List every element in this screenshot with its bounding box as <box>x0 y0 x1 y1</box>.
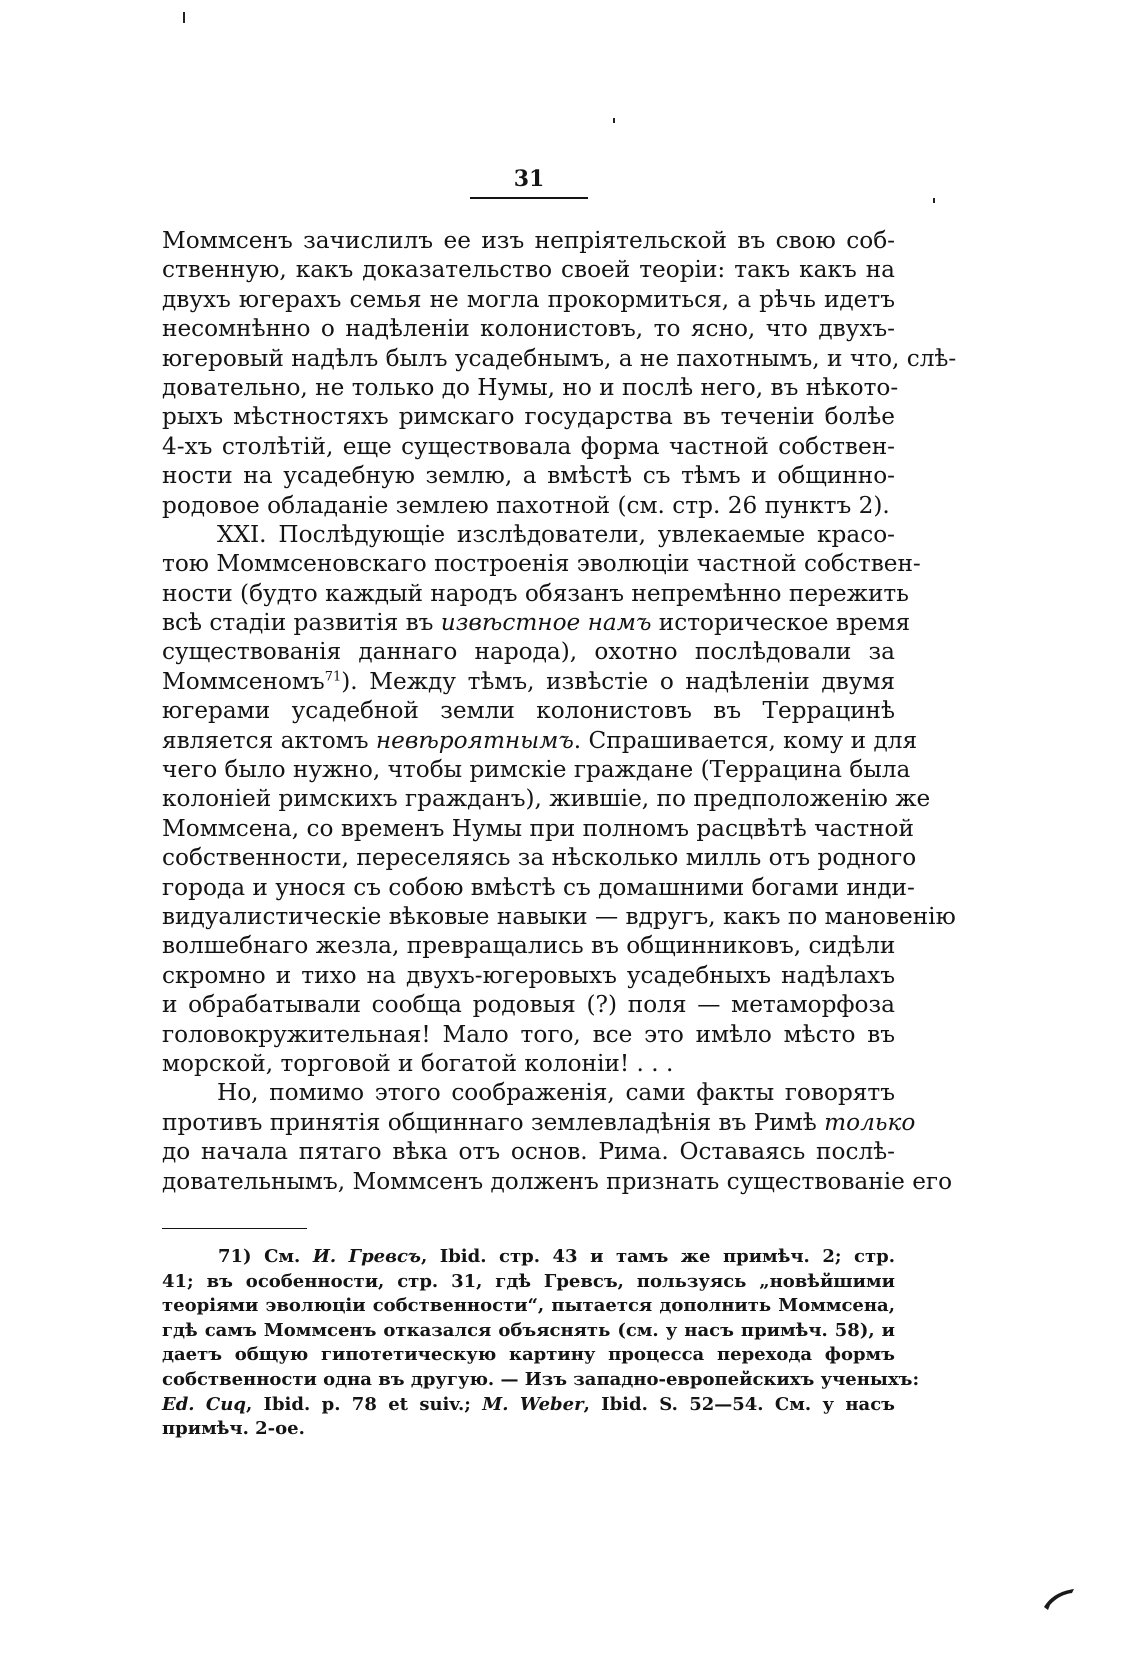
text-line: до начала пятаго вѣка отъ основ. Рима. Оставаясь послѣ- <box>162 1138 895 1166</box>
text-line: города и унося съ собою вмѣстѣ съ домашними богами инди- <box>162 873 915 901</box>
text-line <box>162 726 918 755</box>
italic-emphasis: только <box>824 1108 916 1136</box>
text-line: тою Моммсеновскаго построенія эволюціи частной собствен- <box>162 550 921 578</box>
text-line <box>162 667 895 696</box>
text-line: волшебнаго жезла, превращались въ общинниковъ, сидѣли <box>162 932 896 960</box>
text-line: двухъ югерахъ семья не могла прокормиться, а рѣчь идетъ <box>162 285 895 313</box>
text-line: Моммсена, со временъ Нумы при полномъ расцвѣтѣ частной <box>162 814 914 842</box>
text-line: видуалистическіе вѣковые навыки — вдругъ, какъ по мановенію <box>162 902 956 930</box>
text-line: скромно и тихо на двухъ-югеровыхъ усадебныхъ надѣлахъ <box>162 961 895 989</box>
text-line: XXI. Послѣдующіе изслѣдователи, увлекаемые красо- <box>217 520 895 548</box>
footnote-line: теоріями эволюціи собственности“, пытается дополнить Моммсена, <box>162 1295 895 1317</box>
text-line: югеровый надѣлъ былъ усадебнымъ, а не пахотнымъ, и что, слѣ- <box>162 344 957 372</box>
page-number: 31 <box>513 166 545 192</box>
italic-name: M. Weber <box>482 1393 584 1415</box>
scan-speck <box>613 118 615 123</box>
footnote-line <box>162 1393 895 1418</box>
text-line: головокружительная! Мало того, все это имѣло мѣсто въ <box>162 1020 895 1048</box>
text-line: морской, торговой и богатой колоніи! . . . <box>162 1049 674 1077</box>
text-line: и обрабатывали сообща родовыя (?) поля — метаморфоза <box>162 991 895 1019</box>
text-segment: всѣ стадіи развитія въ <box>162 609 441 637</box>
italic-emphasis: невѣроятнымъ <box>375 726 574 754</box>
text-segment: , Ibid. p. 78 et suiv.; <box>245 1393 483 1415</box>
page-number-rule <box>470 197 588 199</box>
text-segment: . Спрашивается, кому и для <box>573 726 918 754</box>
footnote-line: даетъ общую гипотетическую картину процесса перехода формъ <box>162 1344 895 1366</box>
scan-blot <box>1042 1585 1076 1611</box>
text-segment: противъ принятія общиннаго землевладѣнія въ Римѣ <box>162 1108 825 1136</box>
text-line: существованія даннаго народа), охотно послѣдовали за <box>162 638 895 666</box>
footnote-line: примѣч. 2-ое. <box>162 1418 305 1440</box>
footnote-line: 41; въ особенности, стр. 31, гдѣ Гревсъ, пользуясь „новѣйшими <box>162 1270 895 1292</box>
text-line: Но, помимо этого соображенія, сами факты говорятъ <box>217 1079 895 1107</box>
text-line <box>162 1108 916 1137</box>
scan-speck <box>933 198 935 203</box>
text-line: родовое обладаніе землею пахотной (см. стр. 26 пунктъ 2). <box>162 491 890 519</box>
footnote <box>162 1245 920 1442</box>
text-segment: ). Между тѣмъ, извѣстіе о надѣленіи двумя <box>341 667 895 695</box>
text-line: ности (будто каждый народъ обязанъ непремѣнно пережить <box>162 579 909 607</box>
text-line: довательно, не только до Нумы, но и послѣ него, въ нѣкото- <box>162 373 899 401</box>
text-line: довательнымъ, Моммсенъ долженъ признать существованіе его <box>162 1167 953 1195</box>
footnote-reference[interactable]: 71 <box>324 669 342 685</box>
text-line: чего было нужно, чтобы римскіе граждане (Террацина была <box>162 756 911 784</box>
footnote-rule <box>162 1228 307 1229</box>
scan-speck <box>183 12 185 23</box>
text-segment: , Ibid. стр. 43 и тамъ же примѣч. 2; стр. <box>421 1246 895 1267</box>
text-line: ности на усадебную землю, а вмѣстѣ съ тѣмъ и общинно- <box>162 462 895 490</box>
text-segment: Моммсеномъ <box>162 667 325 695</box>
footnote-line: гдѣ самъ Моммсенъ отказался объяснять (см. у насъ примѣч. 58), и <box>162 1319 895 1341</box>
body-text <box>162 226 957 1196</box>
text-line: ственную, какъ доказательство своей теоріи: такъ какъ на <box>162 256 895 284</box>
text-segment: историческое время <box>651 609 911 637</box>
text-segment: , Ibid. S. 52—54. См. у насъ <box>583 1393 895 1415</box>
text-segment: является актомъ <box>162 726 376 754</box>
italic-name: И. Гревсъ <box>312 1246 421 1267</box>
text-line: Моммсенъ зачислилъ ее изъ непріятельской въ свою соб- <box>162 227 895 254</box>
footnote-line: собственности одна въ другую. — Изъ западно-европейскихъ ученыхъ: <box>162 1368 920 1390</box>
text-line: рыхъ мѣстностяхъ римскаго государства въ теченіи болѣе <box>162 403 895 431</box>
text-line: собственности, переселяясь за нѣсколько милль отъ родного <box>162 844 917 872</box>
text-line: югерами усадебной земли колонистовъ въ Террацинѣ <box>162 697 895 725</box>
text-line: несомнѣнно о надѣленіи колонистовъ, то ясно, что двухъ- <box>162 315 895 343</box>
text-segment: 71) См. <box>218 1246 313 1267</box>
text-line <box>162 608 911 637</box>
text-line: 4-хъ столѣтій, еще существовала форма частной собствен- <box>162 432 895 460</box>
italic-emphasis: извѣстное намъ <box>440 609 652 637</box>
italic-name: Ed. Cuq <box>162 1393 246 1415</box>
text-line: колоніей римскихъ гражданъ), жившіе, по предположенію же <box>162 785 931 813</box>
footnote-line <box>162 1245 895 1270</box>
